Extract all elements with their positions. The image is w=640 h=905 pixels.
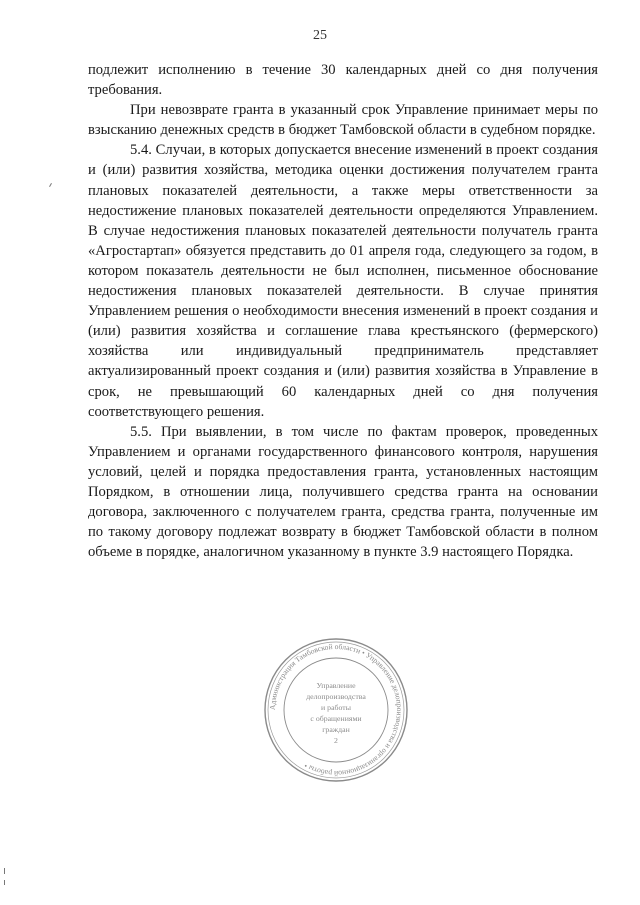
scan-mark bbox=[4, 880, 5, 885]
stamp-seal-icon bbox=[262, 636, 410, 784]
scan-mark bbox=[4, 868, 5, 874]
stamp-inner-line: и работы bbox=[321, 703, 351, 712]
paragraph-5-5: 5.5. При выявлении, в том числе по фактам проверок, проведенных Управлением и органами государственного финансового контроля, нарушения условий, целей и порядка предоставления гранта, установленных настоящим Порядком, в отношении лица, получившего средства гранта на основании договора, заключенного с получателем гранта, средства гранта, полученные им по такому договору подлежат возврату в бюджет Тамбовской области в полном объеме в порядке, аналогичном указанному в пункте 3.9 настоящего Порядка. bbox=[88, 423, 598, 561]
paragraph-non-return: При невозврате гранта в указанный срок Управление принимает меры по взысканию денежных средств в бюджет Тамбовской области в судебном порядке. bbox=[88, 102, 598, 139]
stamp-inner-line: граждан bbox=[322, 725, 350, 734]
official-stamp bbox=[262, 636, 410, 784]
stamp-outer-text: Администрация Тамбовской области • Управление делопроизводства и организационной работы • bbox=[267, 641, 405, 779]
scan-mark bbox=[49, 183, 52, 187]
stamp-inner-line: делопроизводства bbox=[306, 692, 366, 701]
stamp-inner-line: Управление bbox=[316, 681, 356, 690]
page-number: 25 bbox=[313, 28, 327, 43]
document-body bbox=[88, 60, 598, 562]
paragraph-5-4: 5.4. Случаи, в которых допускается внесение изменений в проект создания и (или) развития хозяйства, методика оценки достижения получателем гранта плановых показателей деятельности, а также меры ответственности за недостижение плановых показателей деятельности определяются Управлением. В случае недостижения плановых показателей деятельности получатель гранта «Агростартап» обязуется представить до 01 апреля года, следующего за годом, в котором показатель деятельности не был исполнен, письменное обоснование недостижения плановых показателей деятельности. В случае принятия Управлением решения о необходимости внесения изменений в проект создания и (или) развития хозяйства и соглашение глава крестьянского (фермерского) хозяйства или индивидуальный предприниматель представляет актуализированный проект создания и (или) развития хозяйства в Управление в срок, не превышающий 60 календарных дней со дня получения соответствующего решения. bbox=[88, 142, 598, 420]
stamp-inner-line: 2 bbox=[334, 736, 338, 745]
stamp-inner-line: с обращениями bbox=[310, 714, 362, 723]
paragraph-continuation: подлежит исполнению в течение 30 календарных дней со дня получения требования. bbox=[88, 62, 598, 99]
